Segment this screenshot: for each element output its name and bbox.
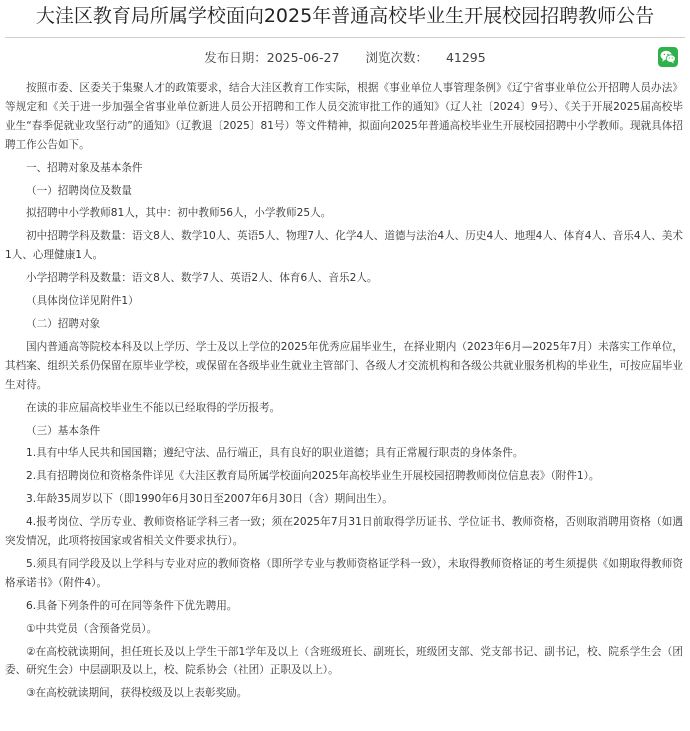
publish-date-label: 发布日期： [204, 50, 267, 65]
wechat-bubbles-icon [660, 50, 676, 64]
article-body [5, 79, 683, 707]
body-paragraph: 按照市委、区委关于集聚人才的政策要求，结合大洼区教育工作实际，根据《事业单位人事管理条例》《辽宁省事业单位公开招聘人员办法》等规定和《关于进一步加强全省事业单位新进人员公开招聘和工作人员交流审批工作的通知》（辽人社〔2024〕9号）、《关于开展2025届高校毕业生“春季促就业攻坚行动”的通知》（辽教退〔2025〕81号）等文件精神，拟面向2025年普通高校毕业生开展校园招聘中小学教师。现就具体招聘工作公告如下。 [5, 82, 683, 151]
article-title: 大洼区教育局所属学校面向2025年普通高校毕业生开展校园招聘教师公告 [35, 5, 655, 27]
publish-date-value: 2025-06-27 [266, 50, 340, 65]
list-item: ①中共党员（含预备党员）。 [26, 622, 158, 635]
list-item: 2.具有招聘岗位和资格条件详见《大洼区教育局所属学校面向2025年高校毕业生开展校园招聘教师岗位信息表》（附件1）。 [26, 470, 600, 483]
body-paragraph: 拟招聘中小学教师81人，其中：初中教师56人，小学教师25人。 [26, 207, 332, 220]
list-item: 1.具有中华人民共和国国籍；遵纪守法、品行端正，具有良好的职业道德；具有正常履行职责的身体条件。 [26, 447, 524, 460]
view-count-label: 浏览次数： [365, 50, 428, 65]
subsection-heading: （二）招聘对象 [26, 317, 101, 330]
wechat-share-icon[interactable] [658, 47, 678, 67]
body-paragraph: 国内普通高等院校本科及以上学历、学士及以上学位的2025年优秀应届毕业生，在择业期内（2023年6月—2025年7月）未落实工作单位，其档案、组织关系仍保留在原毕业学校，或保留在各级毕业生就业主管部门、各级人才交流机构和各级公共就业服务机构的毕业生，可按应届毕业生对待。 [5, 340, 683, 391]
list-item: 6.具备下列条件的可在同等条件下优先聘用。 [26, 599, 238, 612]
list-item: ③在高校就读期间，获得校级及以上表彰奖励。 [26, 687, 248, 700]
view-count-value: 41295 [445, 50, 486, 65]
body-paragraph: 在读的非应届高校毕业生不能以已经取得的学历报考。 [26, 401, 281, 414]
body-paragraph: 初中招聘学科及数量：语文8人、数学10人、英语5人、物理7人、化学4人、道德与法治4人、历史4人、地理4人、体育4人、音乐4人、美术1人、心理健康1人。 [5, 230, 683, 262]
body-paragraph: （具体岗位详见附件1） [26, 295, 139, 308]
list-item: 5.须具有同学段及以上学科与专业对应的教师资格（即所学专业与教师资格证学科一致），未取得教师资格证的考生须提供《如期取得教师资格承诺书》（附件4）。 [5, 557, 683, 589]
article-meta [0, 49, 690, 67]
subsection-heading: （一）招聘岗位及数量 [26, 184, 132, 197]
body-paragraph: 小学招聘学科及数量：语文8人、数学7人、英语2人、体育6人、音乐2人。 [26, 272, 378, 285]
subsection-heading: （三）基本条件 [26, 424, 101, 437]
list-item: ②在高校就读期间，担任班长及以上学生干部1学年及以上（含班级班长、副班长，班级团支部、党支部书记、副书记，校、院系学生会（团委、研究生会）中层副职及以上，校、院系协会（社团）正职及以上）。 [5, 645, 683, 677]
list-item: 4.报考岗位、学历专业、教师资格证学科三者一致；须在2025年7月31日前取得学历证书、学位证书、教师资格，否则取消聘用资格（如遇突发情况，此项将按国家或省相关文件要求执行）。 [5, 516, 683, 548]
title-divider [5, 37, 685, 38]
list-item: 3.年龄35周岁以下（即1990年6月30日至2007年6月30日（含）期间出生）。 [26, 493, 393, 506]
section-heading: 一、招聘对象及基本条件 [26, 161, 143, 174]
